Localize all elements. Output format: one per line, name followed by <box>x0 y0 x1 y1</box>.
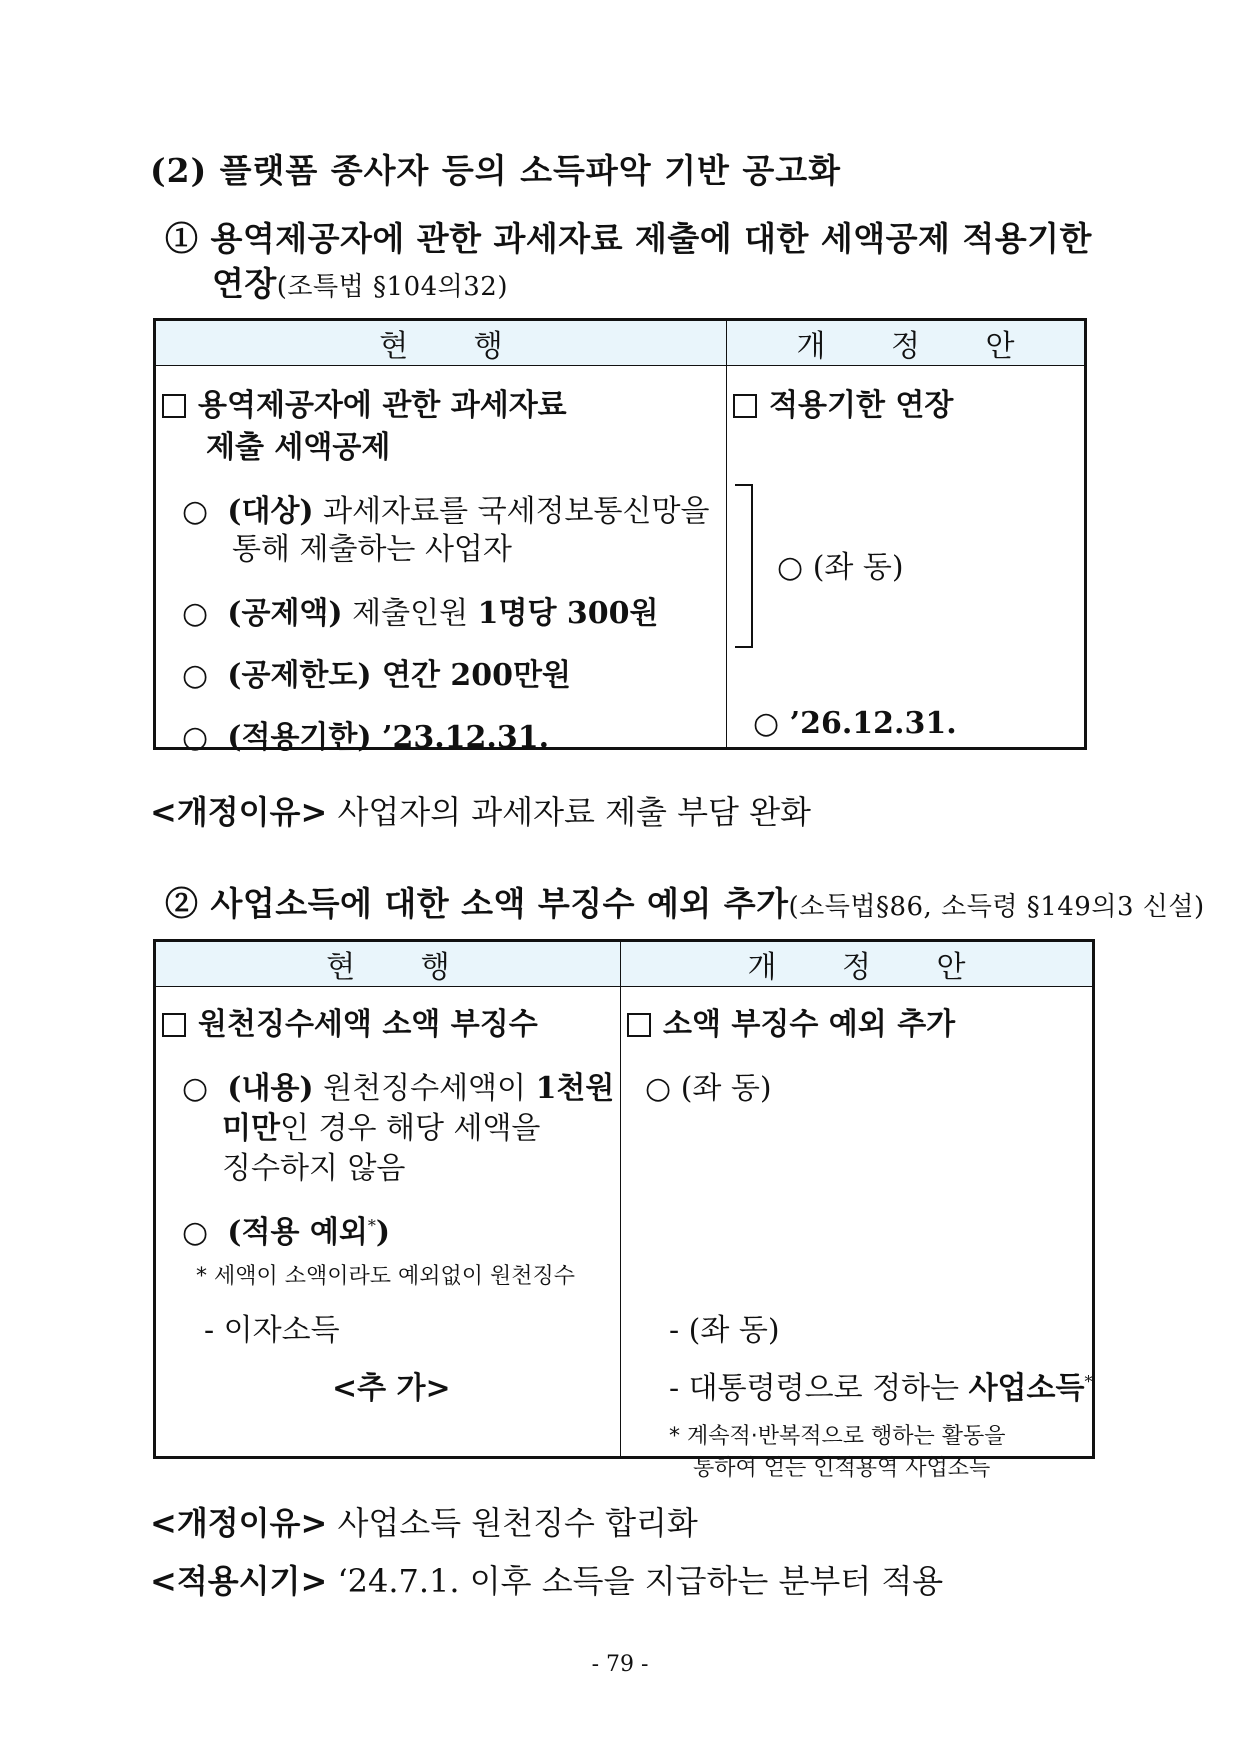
current-cell <box>155 366 727 755</box>
revised-business-income: - 대통령령으로 정하는 사업소득* <box>669 1371 1093 1406</box>
row-deduction: ○ (공제액) 제출인원 1명당 300원 <box>182 596 659 631</box>
revised-cell <box>727 366 1086 749</box>
row-content-line2: 미만인 경우 해당 세액을 <box>222 1111 541 1146</box>
col-revised: 개 정 안 <box>621 941 1094 987</box>
revised-same-1: ○ (좌 동) <box>645 1071 772 1106</box>
revised-same: ○ (좌 동) <box>777 550 904 585</box>
current-cell <box>155 987 621 1458</box>
current-heading-line2: 제출 세액공제 <box>206 430 391 465</box>
revised-note-line2: 통하여 얻는 인적용역 사업소득 <box>693 1456 991 1481</box>
checkbox-square-icon <box>162 394 186 418</box>
item1-title-line2: 연장(조특법 §104의32) <box>212 264 508 303</box>
comparison-table-2 <box>153 939 1095 1481</box>
row-target: ○ (대상) 과세자료를 국세정보통신망을 <box>182 494 710 529</box>
col-revised: 개 정 안 <box>727 320 1086 366</box>
checkbox-square-icon <box>162 1013 186 1037</box>
comparison-table-1 <box>153 318 1087 755</box>
row-target-line2: 통해 제출하는 사업자 <box>232 532 512 567</box>
row-limit: ○ (공제한도) 연간 200만원 <box>182 658 572 693</box>
bracket-line <box>735 484 753 648</box>
revised-heading: 소액 부징수 예외 추가 <box>627 999 955 1043</box>
item2-title: ② 사업소득에 대한 소액 부징수 예외 추가(소득법§86, 소득령 §149의3 신설) <box>165 884 1205 923</box>
item1-title-line1: ① 용역제공자에 관한 과세자료 제출에 대한 세액공제 적용기한 <box>165 219 1092 258</box>
page-number: - 79 - <box>591 1652 649 1677</box>
effective-date: <적용시기> ‘24.7.1. 이후 소득을 지급하는 분부터 적용 <box>150 1562 944 1600</box>
revised-note-line1: * 계속적·반복적으로 행하는 활동을 <box>669 1424 1006 1449</box>
checkbox-square-icon <box>733 394 757 418</box>
revised-same-2: - (좌 동) <box>669 1313 780 1348</box>
row-content: ○ (내용) 원천징수세액이 1천원 <box>182 1071 615 1106</box>
row-content-line3: 징수하지 않음 <box>222 1151 406 1186</box>
exception-note: * 세액이 소액이라도 예외없이 원천징수 <box>196 1264 576 1289</box>
reason-2: <개정이유> 사업소득 원천징수 합리화 <box>150 1504 698 1542</box>
interest-income: - 이자소득 <box>204 1313 340 1348</box>
current-heading: 용역제공자에 관한 과세자료 <box>162 380 567 424</box>
revised-heading: 적용기한 연장 <box>733 380 953 424</box>
revised-cell <box>621 987 1094 1481</box>
checkbox-square-icon <box>627 1013 651 1037</box>
row-exception: ○ (적용 예외*) <box>182 1215 391 1250</box>
section-title: (2) 플랫폼 종사자 등의 소득파악 기반 공고화 <box>150 151 842 190</box>
row-deadline: ○ (적용기한) ’23.12.31. <box>182 720 550 755</box>
col-current: 현 행 <box>155 320 727 366</box>
current-heading: 원천징수세액 소액 부징수 <box>162 999 538 1043</box>
revised-deadline: ○ ’26.12.31. <box>753 706 957 741</box>
col-current: 현 행 <box>155 941 621 987</box>
added-marker: <추 가> <box>332 1371 451 1406</box>
reason-1: <개정이유> 사업자의 과세자료 제출 부담 완화 <box>150 793 811 831</box>
